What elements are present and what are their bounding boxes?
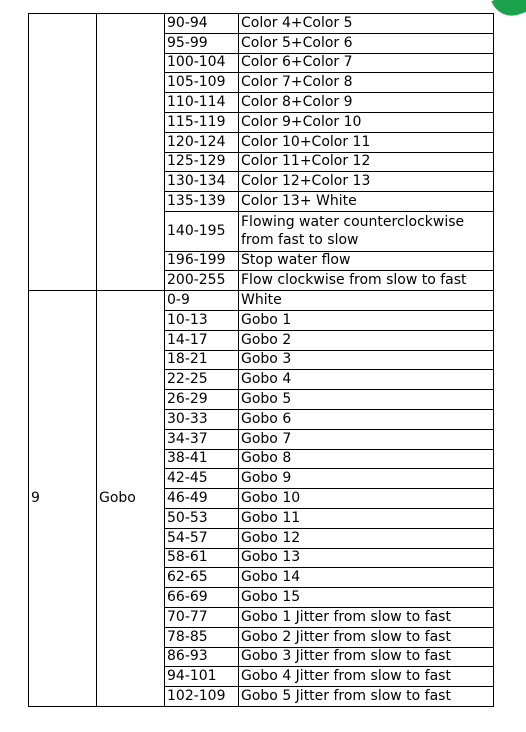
value-range-cell: 140-195: [165, 211, 239, 251]
value-range-cell: 200-255: [165, 271, 239, 291]
value-range-cell: 115-119: [165, 112, 239, 132]
value-range-cell: 70-77: [165, 607, 239, 627]
description-cell: Gobo 10: [239, 489, 494, 509]
description-cell: Gobo 3: [239, 350, 494, 370]
description-cell: Gobo 1: [239, 310, 494, 330]
description-cell: Gobo 9: [239, 469, 494, 489]
corner-decoration: [491, 0, 526, 22]
description-cell: Stop water flow: [239, 251, 494, 271]
description-cell: Gobo 7: [239, 429, 494, 449]
description-cell: Color 10+Color 11: [239, 132, 494, 152]
value-range-cell: 130-134: [165, 172, 239, 192]
description-cell: Gobo 3 Jitter from slow to fast: [239, 647, 494, 667]
value-range-cell: 110-114: [165, 93, 239, 113]
description-cell: Color 9+Color 10: [239, 112, 494, 132]
value-range-cell: 30-33: [165, 409, 239, 429]
description-cell: Gobo 2: [239, 330, 494, 350]
value-range-cell: 42-45: [165, 469, 239, 489]
value-range-cell: 62-65: [165, 568, 239, 588]
table-body: [29, 14, 494, 707]
description-cell: Gobo 12: [239, 528, 494, 548]
value-range-cell: 66-69: [165, 588, 239, 608]
value-range-cell: 38-41: [165, 449, 239, 469]
function-cell: Gobo: [97, 291, 165, 707]
value-range-cell: 34-37: [165, 429, 239, 449]
value-range-cell: 26-29: [165, 390, 239, 410]
value-range-cell: 120-124: [165, 132, 239, 152]
channel-cell: [29, 14, 97, 291]
description-cell: Color 11+Color 12: [239, 152, 494, 172]
value-range-cell: 18-21: [165, 350, 239, 370]
function-cell: [97, 14, 165, 291]
description-cell: Gobo 4 Jitter from slow to fast: [239, 667, 494, 687]
description-cell: Gobo 1 Jitter from slow to fast: [239, 607, 494, 627]
dmx-channel-table: [28, 13, 494, 707]
value-range-cell: 50-53: [165, 508, 239, 528]
value-range-cell: 95-99: [165, 33, 239, 53]
description-cell: Color 13+ White: [239, 192, 494, 212]
value-range-cell: 58-61: [165, 548, 239, 568]
value-range-cell: 94-101: [165, 667, 239, 687]
channel-cell: 9: [29, 291, 97, 707]
description-cell: Flow clockwise from slow to fast: [239, 271, 494, 291]
description-cell: Gobo 6: [239, 409, 494, 429]
description-cell: Gobo 13: [239, 548, 494, 568]
value-range-cell: 22-25: [165, 370, 239, 390]
table-row: [29, 14, 494, 34]
value-range-cell: 86-93: [165, 647, 239, 667]
table-row: [29, 291, 494, 311]
description-cell: Flowing water counterclockwise from fast to slow: [239, 211, 494, 251]
description-cell: Gobo 2 Jitter from slow to fast: [239, 627, 494, 647]
description-cell: Color 5+Color 6: [239, 33, 494, 53]
description-cell: Color 4+Color 5: [239, 14, 494, 34]
value-range-cell: 105-109: [165, 73, 239, 93]
description-cell: Color 8+Color 9: [239, 93, 494, 113]
value-range-cell: 46-49: [165, 489, 239, 509]
description-cell: Color 6+Color 7: [239, 53, 494, 73]
value-range-cell: 102-109: [165, 687, 239, 707]
value-range-cell: 14-17: [165, 330, 239, 350]
description-cell: White: [239, 291, 494, 311]
value-range-cell: 135-139: [165, 192, 239, 212]
value-range-cell: 125-129: [165, 152, 239, 172]
value-range-cell: 90-94: [165, 14, 239, 34]
description-cell: Gobo 4: [239, 370, 494, 390]
value-range-cell: 196-199: [165, 251, 239, 271]
description-cell: Gobo 15: [239, 588, 494, 608]
description-cell: Gobo 14: [239, 568, 494, 588]
description-cell: Color 12+Color 13: [239, 172, 494, 192]
value-range-cell: 100-104: [165, 53, 239, 73]
value-range-cell: 10-13: [165, 310, 239, 330]
value-range-cell: 78-85: [165, 627, 239, 647]
value-range-cell: 54-57: [165, 528, 239, 548]
description-cell: Color 7+Color 8: [239, 73, 494, 93]
description-cell: Gobo 5 Jitter from slow to fast: [239, 687, 494, 707]
description-cell: Gobo 5: [239, 390, 494, 410]
description-cell: Gobo 11: [239, 508, 494, 528]
description-cell: Gobo 8: [239, 449, 494, 469]
value-range-cell: 0-9: [165, 291, 239, 311]
